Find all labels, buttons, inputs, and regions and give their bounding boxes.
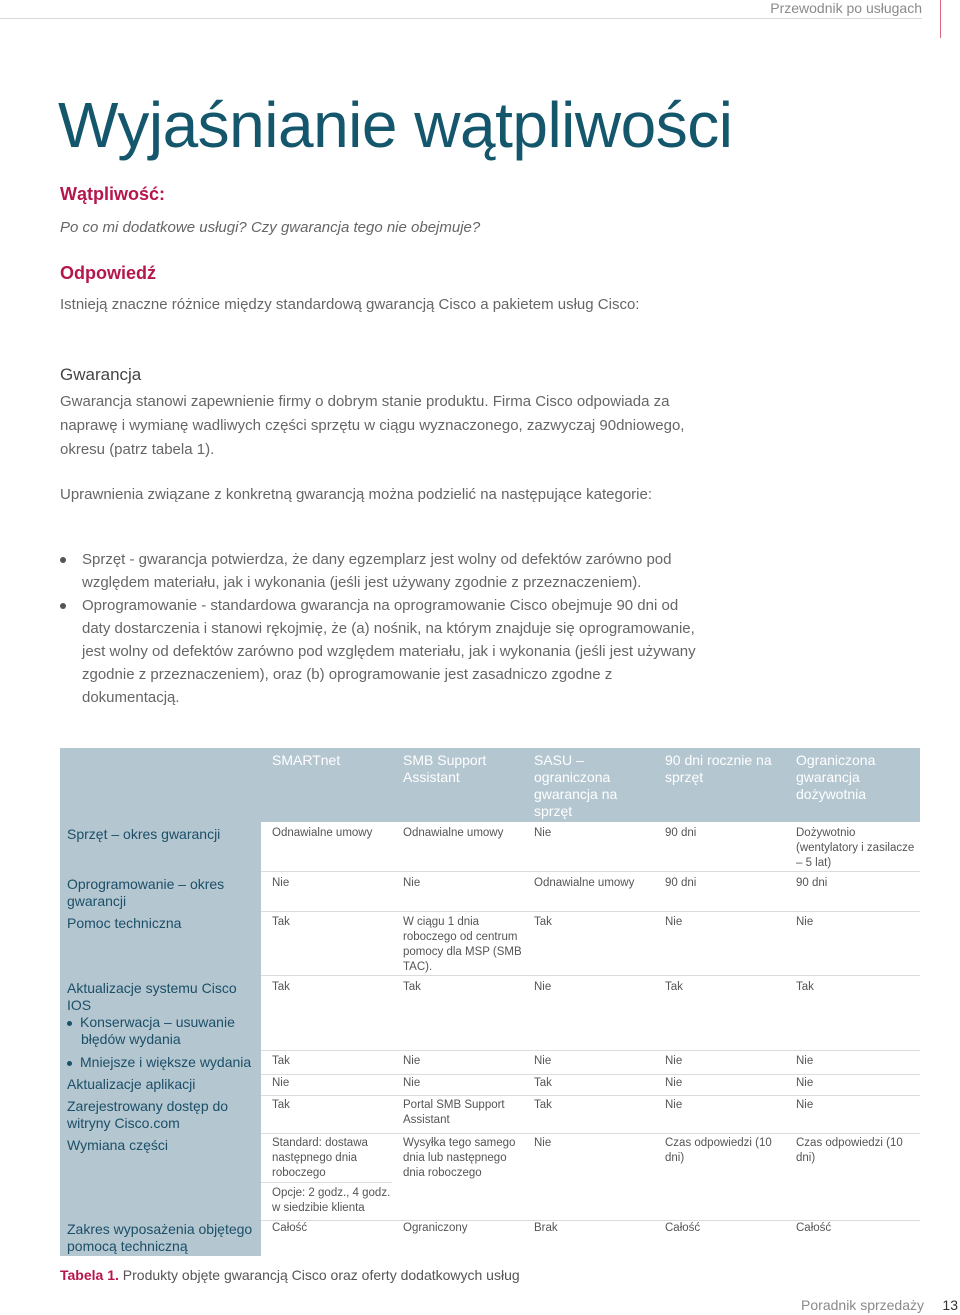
cell: Nie [534,827,552,839]
row-label-hw-warranty: Sprzęt – okres gwarancji [67,826,221,842]
cell-divider [261,1182,392,1183]
cell: Nie [796,1077,814,1089]
bullet-hardware: Sprzęt - gwarancja potwierdza, że dany egzemplarz jest wolny od defektów zarówno pod względem materiału, jak i wykonania (jeśli jest używany zgodnie z przeznaczeniem). [60,548,700,594]
cell: Tak [534,1099,552,1111]
col-header-90days: 90 dni rocznie na sprzęt [665,752,772,785]
cell: Tak [272,916,290,928]
cell: Nie [272,1077,290,1089]
row-label-releases [67,1054,263,1071]
cell: Tak [272,1055,290,1067]
cell: Nie [534,981,552,993]
cell: Nie [665,1055,683,1067]
page-title: Wyjaśnianie wątpliwości [58,89,733,161]
cell: Nie [665,1099,683,1111]
row-divider [261,911,920,912]
cell: Nie [665,1077,683,1089]
cell: Nie [796,1099,814,1111]
warranty-paragraph: Gwarancja stanowi zapewnienie firmy o dobrym stanie produktu. Firma Cisco odpowiada za naprawę i wymianę wadliwych części sprzętu w ciągu wyznaczonego, zazwyczaj 90dniowego, okresu (patrz tabela 1). [60,393,685,458]
row-divider [261,975,920,976]
cell: Portal SMB Support Assistant [403,1099,505,1126]
cell: Czas odpowiedzi (10 dni) [665,1137,772,1164]
header-rule [0,18,922,19]
comparison-table [60,748,920,1256]
warranty-heading: Gwarancja [60,365,142,384]
row-label-tech-support: Pomoc techniczna [67,915,182,931]
col-header-smartnet: SMARTnet [272,752,341,768]
cell: Standard: dostawa następnego dnia roboczego [272,1137,368,1179]
row-sublabel-bugfix-text: Konserwacja – usuwanie błędów wydania [80,1014,235,1047]
row-divider [261,1074,920,1075]
cell: Odnawialne umowy [272,827,373,839]
cell: W ciągu 1 dnia roboczego od centrum pomocy dla MSP (SMB TAC). [403,916,522,973]
running-footer: Poradnik sprzedaży [801,1297,924,1313]
cell: Wysyłka tego samego dnia lub następnego dnia roboczego [403,1137,516,1179]
cell: Całość [272,1222,308,1234]
bullet-dot-icon [67,1021,72,1026]
row-divider [261,871,920,872]
cell: Nie [403,1055,421,1067]
warranty-bullets [60,548,700,709]
cell: Nie [796,1055,814,1067]
col-header-sasu: SASU – ograniczona gwarancja na sprzęt [534,752,618,819]
col-header-smb: SMB Support Assistant [403,752,487,785]
table-caption-text: Produkty objęte gwarancją Cisco oraz oferty dodatkowych usług [122,1267,520,1283]
running-header: Przewodnik po usługach [770,0,922,16]
row-label-equipment-scope: Zakres wyposażenia objętego pomocą techniczną [67,1221,253,1254]
cell: Nie [403,1077,421,1089]
cell: Tak [534,1077,552,1089]
cell: Dożywotnio (wentylatory i zasilacze – 5 lat) [796,827,915,869]
cell: Odnawialne umowy [534,877,635,889]
row-sublabel-bugfix [67,1014,263,1048]
cell: 90 dni [665,877,697,889]
row-label-releases-text: Mniejsze i większe wydania [80,1054,252,1070]
page-number: 13 [942,1297,958,1313]
cell: Odnawialne umowy [403,827,504,839]
answer-intro: Istnieją znaczne różnice między standardową gwarancją Cisco a pakietem usług Cisco: [60,296,640,313]
cell: 90 dni [665,827,697,839]
question-heading: Wątpliwość: [60,184,166,204]
cell: 90 dni [796,877,828,889]
cell: Tak [534,916,552,928]
cell: Tak [403,981,421,993]
categories-paragraph: Uprawnienia związane z konkretną gwarancją można podzielić na następujące kategorie: [60,486,653,503]
row-label-cisco-access: Zarejestrowany dostęp do witryny Cisco.com [67,1098,229,1131]
row-divider [261,1050,920,1051]
row-divider [261,1133,920,1134]
cell: Całość [665,1222,701,1234]
row-label-app-updates: Aktualizacje aplikacji [67,1076,196,1092]
bullet-dot-icon [67,1061,72,1066]
bullet-software: Oprogramowanie - standardowa gwarancja na oprogramowanie Cisco obejmuje 90 dni od daty dostarczenia i stanowi rękojmię, że (a) nośnik, na którym znajduje się oprogramowanie, jest wolny od defektów zarówno pod względem materiału, jak i wykonania (jeśli jest używany zgodnie z przeznaczeniem), oraz (b) oprogramowanie jest zasadniczo zgodne z dokumentacją. [60,594,700,709]
cell: Nie [534,1137,552,1149]
cell: Tak [665,981,683,993]
cell-extra-options: Opcje: 2 godz., 4 godz. w siedzibie klienta [272,1187,391,1214]
row-label-ios-updates [67,980,263,1048]
table-caption-prefix: Tabela 1. [60,1267,119,1283]
cell: Nie [403,877,421,889]
cell: Brak [534,1222,558,1234]
cell: Tak [272,1099,290,1111]
cell: Czas odpowiedzi (10 dni) [796,1137,903,1164]
cell: Ograniczony [403,1222,468,1234]
question-text: Po co mi dodatkowe usługi? Czy gwarancja tego nie obejmuje? [60,219,481,236]
cell: Tak [796,981,814,993]
cell: Tak [272,981,290,993]
cell: Nie [272,877,290,889]
cell: Nie [534,1055,552,1067]
table-caption [60,1267,520,1283]
cell: Nie [796,916,814,928]
row-label-sw-warranty: Oprogramowanie – okres gwarancji [67,876,225,909]
row-label-ios-updates-text: Aktualizacje systemu Cisco IOS [67,980,237,1013]
cell: Całość [796,1222,832,1234]
header-accent [940,0,941,38]
cell: Nie [665,916,683,928]
col-header-lifetime: Ograniczona gwarancja dożywotnia [796,752,876,802]
row-label-parts-replacement: Wymiana części [67,1137,169,1153]
answer-heading: Odpowiedź [60,263,156,283]
row-divider [261,1095,920,1096]
